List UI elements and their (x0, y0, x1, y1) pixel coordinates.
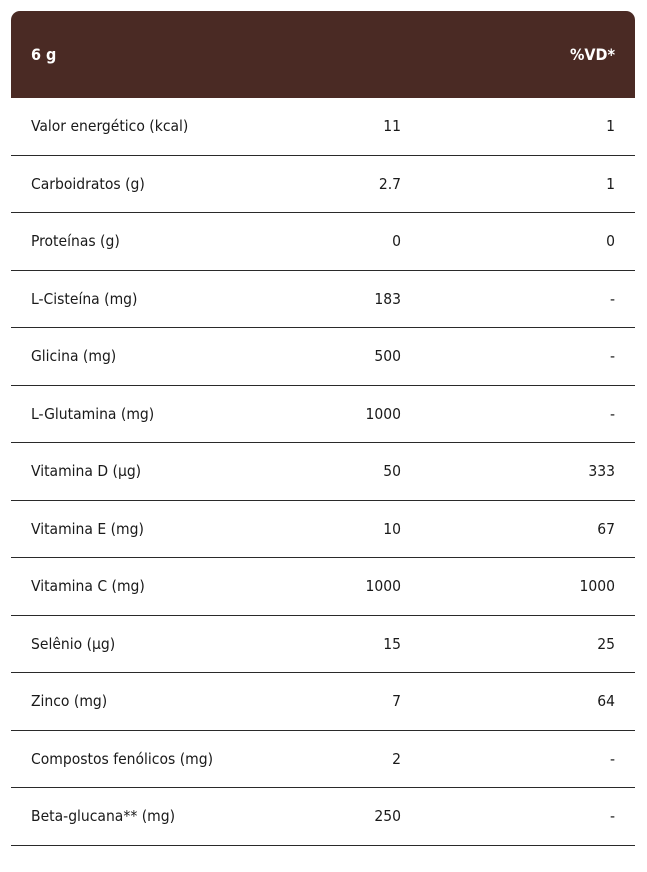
nutrient-vd: 25 (597, 634, 615, 653)
table-row (11, 731, 635, 789)
nutrient-amount: 500 (374, 347, 401, 366)
header-vd: %VD* (569, 45, 615, 64)
nutrient-vd: 333 (588, 462, 615, 481)
nutrient-vd: - (609, 807, 615, 826)
nutrient-amount: 2.7 (378, 174, 401, 193)
table-row (11, 156, 635, 214)
nutrient-vd: - (609, 289, 615, 308)
table-row (11, 558, 635, 616)
table-row (11, 213, 635, 271)
nutrient-amount: 1000 (365, 404, 401, 423)
nutrient-amount: 1000 (365, 577, 401, 596)
nutrient-label: Compostos fenólicos (mg) (31, 749, 214, 768)
nutrient-label: Glicina (mg) (31, 347, 117, 366)
table-row (11, 501, 635, 559)
nutrient-vd: 1 (606, 174, 615, 193)
nutrient-amount: 10 (383, 519, 401, 538)
table-row (11, 328, 635, 386)
nutrient-amount: 50 (383, 462, 401, 481)
nutrient-label: Selênio (µg) (31, 634, 116, 653)
nutrient-vd: - (609, 347, 615, 366)
nutrient-vd: 1000 (579, 577, 615, 596)
nutrient-label: Vitamina C (mg) (31, 577, 145, 596)
nutrient-vd: 0 (606, 232, 615, 251)
table-row (11, 386, 635, 444)
table-row (11, 98, 635, 156)
nutrient-label: Vitamina D (µg) (31, 462, 142, 481)
nutrient-amount: 15 (383, 634, 401, 653)
table-body (11, 98, 635, 846)
nutrient-amount: 2 (392, 749, 401, 768)
nutrient-label: Vitamina E (mg) (31, 519, 144, 538)
nutrient-amount: 11 (383, 117, 401, 136)
nutrient-label: Valor energético (kcal) (31, 117, 189, 136)
table-row (11, 788, 635, 846)
nutrient-amount: 0 (392, 232, 401, 251)
nutrient-vd: - (609, 749, 615, 768)
table-header (11, 11, 635, 98)
header-portion: 6 g (31, 45, 57, 64)
nutrient-vd: 1 (606, 117, 615, 136)
nutrient-label: L-Cisteína (mg) (31, 289, 138, 308)
nutrient-vd: 67 (597, 519, 615, 538)
table-row (11, 616, 635, 674)
table-row (11, 673, 635, 731)
nutrient-label: Carboidratos (g) (31, 174, 145, 193)
nutrient-amount: 183 (374, 289, 401, 308)
nutrient-label: Zinco (mg) (31, 692, 108, 711)
nutrient-amount: 7 (392, 692, 401, 711)
nutrient-label: Proteínas (g) (31, 232, 120, 251)
nutrient-label: L-Glutamina (mg) (31, 404, 155, 423)
table-row (11, 271, 635, 329)
nutrition-table (11, 11, 635, 846)
nutrient-vd: 64 (597, 692, 615, 711)
nutrient-amount: 250 (374, 807, 401, 826)
table-row (11, 443, 635, 501)
nutrient-vd: - (609, 404, 615, 423)
nutrient-label: Beta-glucana** (mg) (31, 807, 176, 826)
